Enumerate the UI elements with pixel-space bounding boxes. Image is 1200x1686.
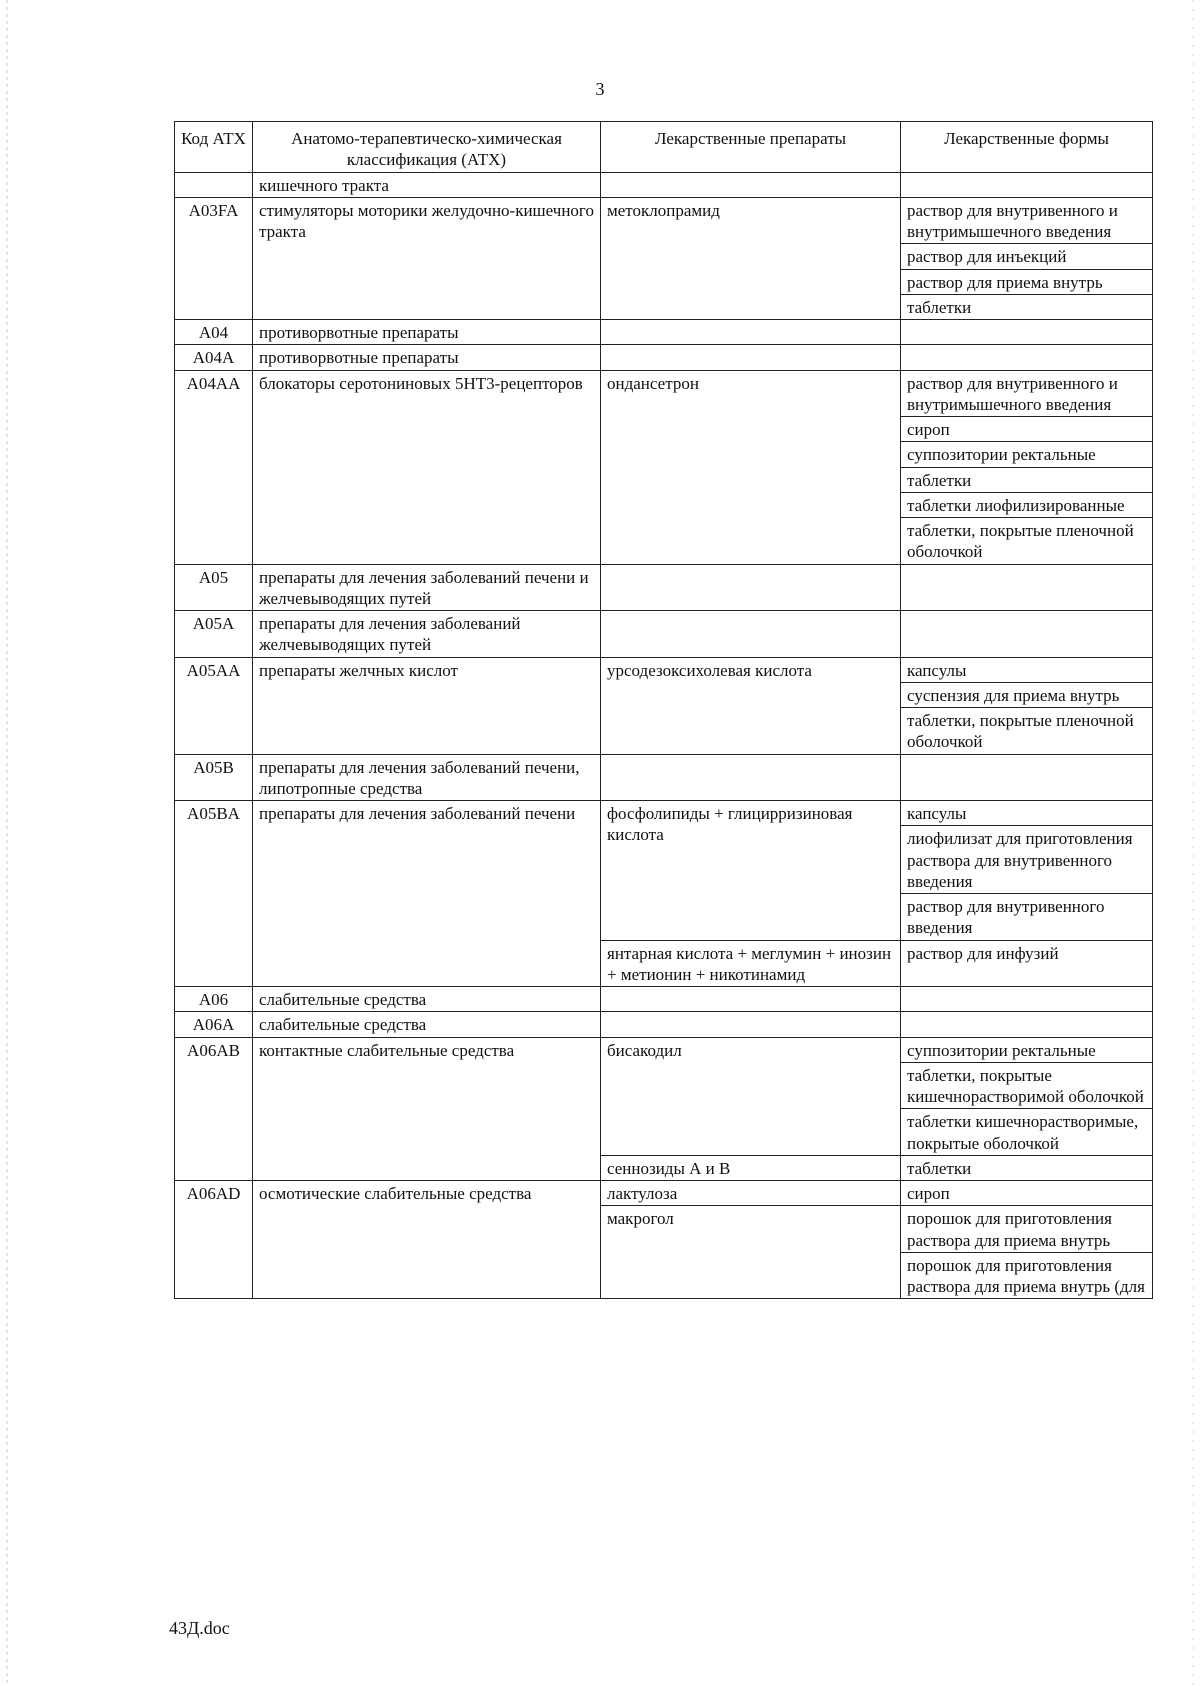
forms-cell xyxy=(901,320,1153,345)
file-name-footer: 43Д.doc xyxy=(169,1618,230,1638)
forms-cell xyxy=(901,1037,1153,1155)
header-forms: Лекарственные формы xyxy=(901,122,1153,173)
classification-cell: препараты для лечения заболеваний печени и желчевыводящих путей xyxy=(253,564,601,611)
table-header-row xyxy=(175,122,1153,173)
drug-cell: ондансетрон xyxy=(601,370,901,564)
forms-cell xyxy=(901,987,1153,1012)
dosage-form: порошок для приготовления раствора для приема внутрь xyxy=(901,1206,1152,1253)
code-cell: A05BA xyxy=(175,801,253,987)
drug-cell: метоклопрамид xyxy=(601,197,901,319)
code-cell: A05AA xyxy=(175,657,253,754)
table-row xyxy=(175,345,1153,370)
dosage-form: раствор для внутривенного и внутримышечного введения xyxy=(901,198,1152,245)
forms-cell xyxy=(901,564,1153,611)
header-drugs: Лекарственные препараты xyxy=(601,122,901,173)
classification-cell: противорвотные препараты xyxy=(253,345,601,370)
page-number: 3 xyxy=(595,79,605,99)
classification-cell: стимуляторы моторики желудочно-кишечного тракта xyxy=(253,197,601,319)
scan-edge-right xyxy=(1192,0,1194,1686)
drug-cell xyxy=(601,320,901,345)
forms-cell xyxy=(901,1155,1153,1180)
forms-cell xyxy=(901,611,1153,658)
table-row xyxy=(175,370,1153,564)
forms-cell xyxy=(901,1206,1153,1299)
drug-cell xyxy=(601,564,901,611)
dosage-form: сироп xyxy=(907,1184,950,1203)
table-row xyxy=(175,1181,1153,1206)
table-row-continued xyxy=(175,172,1153,197)
code-cell: A06A xyxy=(175,1012,253,1037)
dosage-form: таблетки, покрытые кишечнорастворимой оболочкой xyxy=(901,1063,1152,1110)
dosage-form: суспензия для приема внутрь xyxy=(901,683,1152,708)
header-code: Код АТХ xyxy=(175,122,253,173)
code-cell: A04AA xyxy=(175,370,253,564)
scan-edge-left xyxy=(6,0,8,1686)
forms-cell xyxy=(901,1181,1153,1206)
code-cell: A06 xyxy=(175,987,253,1012)
dosage-form: таблетки xyxy=(907,1158,972,1178)
forms-cell xyxy=(901,1012,1153,1037)
dosage-form: раствор для внутривенного и внутримышечного введения xyxy=(901,371,1152,418)
table-row xyxy=(175,320,1153,345)
dosage-form: раствор для внутривенного введения xyxy=(907,897,1105,938)
dosage-form: лиофилизат для приготовления раствора для внутривенного введения xyxy=(901,826,1152,894)
table-row xyxy=(175,564,1153,611)
drug-cell: янтарная кислота + меглумин + инозин + метионин + никотинамид xyxy=(601,940,901,987)
dosage-form: капсулы xyxy=(901,658,1152,683)
drug-cell xyxy=(601,987,901,1012)
code-cell: A04 xyxy=(175,320,253,345)
table-row xyxy=(175,611,1153,658)
code-cell: A06AD xyxy=(175,1181,253,1299)
dosage-form: таблетки, покрытые пленочной оболочкой xyxy=(907,711,1134,752)
drug-cell xyxy=(601,172,901,197)
code-cell: A05B xyxy=(175,754,253,801)
dosage-form: суппозитории ректальные xyxy=(901,442,1152,467)
classification-cell: блокаторы серотониновых 5HT3-рецепторов xyxy=(253,370,601,564)
code-cell: A03FA xyxy=(175,197,253,319)
table-row xyxy=(175,987,1153,1012)
dosage-form: таблетки xyxy=(901,468,1152,493)
table-row xyxy=(175,754,1153,801)
drug-cell xyxy=(601,345,901,370)
forms-cell xyxy=(901,197,1153,319)
forms-cell xyxy=(901,345,1153,370)
drug-cell: урсодезоксихолевая кислота xyxy=(601,657,901,754)
drug-cell xyxy=(601,1012,901,1037)
dosage-form: суппозитории ректальные xyxy=(901,1038,1152,1063)
code-cell: A04A xyxy=(175,345,253,370)
forms-cell xyxy=(901,657,1153,754)
drug-cell: фосфолипиды + глицирризиновая кислота xyxy=(601,801,901,941)
table-row xyxy=(175,1012,1153,1037)
drug-cell xyxy=(601,754,901,801)
forms-cell xyxy=(901,370,1153,564)
drug-cell: лактулоза xyxy=(601,1181,901,1206)
dosage-form: раствор для приема внутрь xyxy=(901,270,1152,295)
code-cell: A05 xyxy=(175,564,253,611)
code-cell xyxy=(175,172,253,197)
dosage-form: раствор для инфузий xyxy=(907,943,1059,963)
classification-cell: препараты для лечения заболеваний желчевыводящих путей xyxy=(253,611,601,658)
classification-cell: препараты для лечения заболеваний печени xyxy=(253,801,601,987)
classification-cell: слабительные средства xyxy=(253,1012,601,1037)
forms-cell xyxy=(901,754,1153,801)
drug-cell: сеннозиды А и В xyxy=(601,1155,901,1180)
forms-cell xyxy=(901,172,1153,197)
classification-cell: слабительные средства xyxy=(253,987,601,1012)
atc-drug-table xyxy=(174,121,1153,1299)
code-cell: A05A xyxy=(175,611,253,658)
classification-cell: препараты желчных кислот xyxy=(253,657,601,754)
code-cell: A06AB xyxy=(175,1037,253,1181)
dosage-form: таблетки xyxy=(907,297,972,317)
classification-cell: осмотические слабительные средства xyxy=(253,1181,601,1299)
classification-cell: препараты для лечения заболеваний печени, липотропные средства xyxy=(253,754,601,801)
header-classification: Анатомо-терапевтическо-химическая классификация (АТХ) xyxy=(253,122,601,173)
drug-cell: бисакодил xyxy=(601,1037,901,1155)
table-row xyxy=(175,1037,1153,1155)
dosage-form: таблетки кишечнорастворимые, покрытые оболочкой xyxy=(907,1112,1139,1153)
table-row xyxy=(175,801,1153,941)
drug-cell: макрогол xyxy=(601,1206,901,1299)
table-row xyxy=(175,197,1153,319)
dosage-form: таблетки лиофилизированные xyxy=(901,493,1152,518)
forms-cell xyxy=(901,940,1153,987)
classification-cell: противорвотные препараты xyxy=(253,320,601,345)
dosage-form: порошок для приготовления раствора для приема внутрь (для xyxy=(907,1255,1145,1296)
dosage-form: раствор для инъекций xyxy=(901,244,1152,269)
dosage-form: капсулы xyxy=(901,801,1152,826)
drug-cell xyxy=(601,611,901,658)
classification-cell: кишечного тракта xyxy=(253,172,601,197)
dosage-form: таблетки, покрытые пленочной оболочкой xyxy=(907,521,1134,562)
forms-cell xyxy=(901,801,1153,941)
dosage-form: сироп xyxy=(901,417,1152,442)
classification-cell: контактные слабительные средства xyxy=(253,1037,601,1181)
table-row xyxy=(175,657,1153,754)
